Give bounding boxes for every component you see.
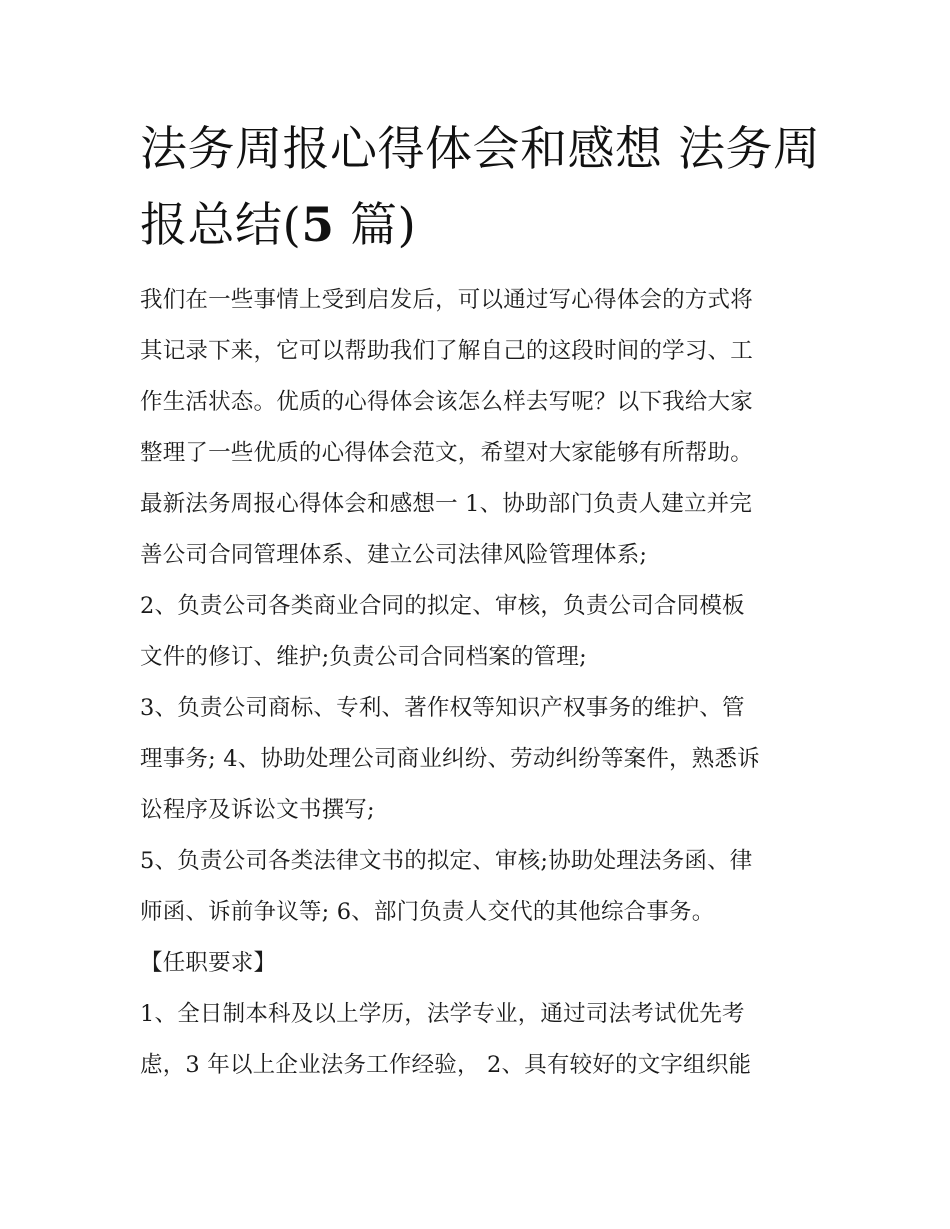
text-line: 虑，3 年以上企业法务工作经验， 2、具有较好的文字组织能 (140, 1052, 752, 1078)
section-heading: 【任职要求】 (140, 950, 277, 976)
text-line: 其记录下来，它可以帮助我们了解自己的这段时间的学习、工 (140, 338, 753, 364)
text-line: 师函、诉前争议等; 6、部门负责人交代的其他综合事务。 (140, 899, 715, 925)
document-title (140, 112, 830, 264)
text-line: 5、负责公司各类法律文书的拟定、审核;协助处理法务函、律 (140, 848, 753, 874)
text-line: 善公司合同管理体系、建立公司法律风险管理体系; (140, 542, 648, 568)
text-line: 2、负责公司各类商业合同的拟定、审核，负责公司合同模板 (140, 593, 745, 619)
text-line: 最新法务周报心得体会和感想一 1、协助部门负责人建立并完 (140, 491, 753, 517)
text-line: 3、负责公司商标、专利、著作权等知识产权事务的维护、管 (140, 695, 745, 721)
text-line: 作生活状态。优质的心得体会该怎么样去写呢？以下我给大家 (140, 389, 753, 415)
text-line: 文件的修订、维护;负责公司合同档案的管理; (140, 644, 587, 670)
text-line: 理事务; 4、协助处理公司商业纠纷、劳动纠纷等案件，熟悉诉 (140, 746, 760, 772)
title-text: 法务周报心得体会和感想 法务周报总结( (140, 122, 821, 253)
title-suffix: 篇) (334, 198, 417, 253)
text-line: 讼程序及诉讼文书撰写; (140, 797, 375, 823)
title-number: 5 (301, 198, 335, 253)
document-body (140, 275, 830, 1091)
text-line: 1、全日制本科及以上学历，法学专业，通过司法考试优先考 (140, 1001, 745, 1027)
text-line: 整理了一些优质的心得体会范文，希望对大家能够有所帮助。 (140, 440, 753, 466)
text-line: 我们在一些事情上受到启发后，可以通过写心得体会的方式将 (140, 287, 753, 313)
